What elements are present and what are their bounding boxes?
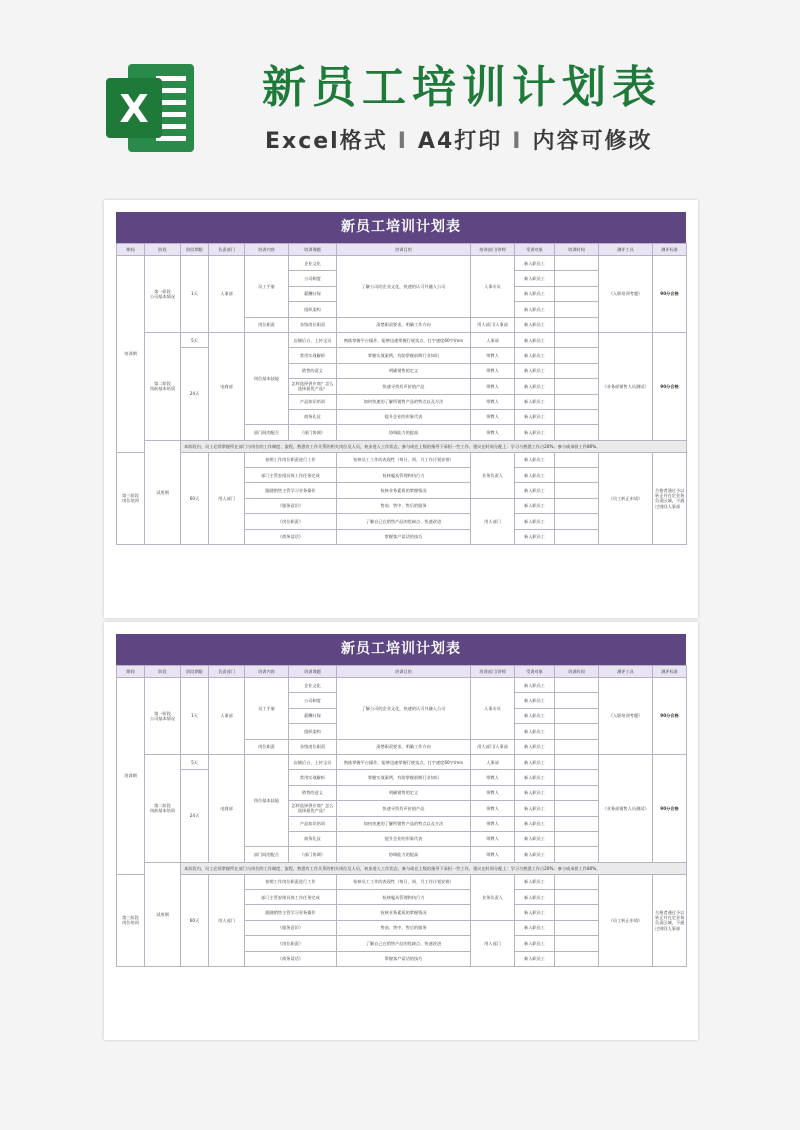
time-cell: [555, 529, 599, 544]
content-cell: 跟随销售主管学习业务操作: [245, 483, 337, 498]
goal-cell: 快速寻找有声价值产品: [337, 801, 471, 816]
logo-letter: X: [119, 87, 149, 131]
time-cell: [555, 724, 599, 739]
days-cell: 60天: [181, 874, 209, 966]
dept-cell: 电商部: [209, 332, 245, 440]
topic-cell: 怎样选择供应商？怎么选择最优产品？: [289, 801, 337, 816]
goal-cell: 清楚职责要求，明确工作方向: [337, 739, 471, 754]
header-cell: 阶段: [145, 244, 181, 256]
time-cell: [555, 452, 599, 467]
content-cell: 《岗位职责》: [245, 514, 337, 529]
time-cell: [555, 363, 599, 378]
sheet-title: 新员工培训计划表: [116, 634, 686, 665]
topic-cell: 怎样选择供应商？怎么选择最优产品？: [289, 379, 337, 394]
goal-cell: 售前、售中、售后的服务: [337, 920, 471, 935]
time-cell: [555, 514, 599, 529]
header-cell: 培训课题: [289, 244, 337, 256]
time-cell: [555, 678, 599, 693]
goal-cell: 协调能力的提高: [337, 425, 471, 440]
header-cell: 测评标准: [653, 244, 687, 256]
time-cell: [555, 770, 599, 785]
tool-cell: 《员工转正申请》: [599, 874, 653, 966]
trainer-cell: 带教人: [471, 770, 515, 785]
days-cell: 1天: [181, 256, 209, 333]
header-cell: 培训时间: [555, 666, 599, 678]
goal-cell: 检核员工工作的表现性（每日、周、月工作计划安排）: [337, 452, 471, 467]
period-cell: 培训期: [117, 256, 145, 453]
time-cell: [555, 708, 599, 723]
trainee-cell: 新入职员工: [515, 256, 555, 271]
dept-cell: 人事部: [209, 256, 245, 333]
trainer-cell: 带教人: [471, 409, 515, 424]
sheet-page-2: [104, 622, 698, 1040]
stage-cell: 第一阶段 公司基本情况: [145, 256, 181, 333]
note-cell: 本阶段内，员工必须掌握所在部门与岗位的工作制度、流程，熟悉有工作关系的相关岗位及人员，初步进入工作状态，参与或在上级的指导下承担一些工作，建议在时间分配上：学习与熟悉工作占20%；参与或承担工作80%。: [181, 862, 687, 874]
trainee-cell: 新入职员工: [515, 332, 555, 347]
goal-cell: 检核履从管理和执行力: [337, 890, 471, 905]
trainer-cell: 带教人: [471, 831, 515, 846]
standard-cell: 合格者通过予以转正并在定业务负责区域，不通过则回人事部: [653, 452, 687, 544]
header-cell: 培训时间: [555, 244, 599, 256]
days-cell: 24天: [181, 348, 209, 440]
goal-cell: 检核员工工作的表现性（每日、周、月工作计划安排）: [337, 874, 471, 889]
dept-cell: 电商部: [209, 754, 245, 862]
trainee-cell: 新入职员工: [515, 724, 555, 739]
goal-cell: 了解自己在销售产品的优缺点、快速改进: [337, 936, 471, 951]
trainee-cell: 新入职员工: [515, 483, 555, 498]
time-cell: [555, 256, 599, 271]
goal-cell: 清楚职责要求，明确工作方向: [337, 317, 471, 332]
time-cell: [555, 286, 599, 301]
training-table: [116, 243, 687, 545]
trainee-cell: 新入职员工: [515, 816, 555, 831]
goal-cell: 提升企业的形象代表: [337, 409, 471, 424]
time-cell: [555, 754, 599, 769]
content-cell: 《服务意识》: [245, 920, 337, 935]
trainer-cell: 人事部: [471, 754, 515, 769]
trainee-cell: 新入职员工: [515, 271, 555, 286]
time-cell: [555, 905, 599, 920]
time-cell: [555, 785, 599, 800]
trainer-cell: 带教人: [471, 394, 515, 409]
trainer-cell: 带教人: [471, 379, 515, 394]
trainee-cell: 新入职员工: [515, 831, 555, 846]
goal-cell: 提升企业的形象代表: [337, 831, 471, 846]
trainee-cell: 新入职员工: [515, 529, 555, 544]
stage-cell: 第二阶段 岗前基本培训: [145, 754, 181, 862]
days-cell: 24天: [181, 770, 209, 862]
time-cell: [555, 425, 599, 440]
header-cell: 受训对象: [515, 244, 555, 256]
time-cell: [555, 302, 599, 317]
trainee-cell: 新入职员工: [515, 425, 555, 440]
goal-cell: 了解自己在销售产品的优缺点、快速改进: [337, 514, 471, 529]
goal-cell: 掌握实战案例，有助掌握前期行业知识: [337, 348, 471, 363]
header-cell: 培训部门/讲师: [471, 244, 515, 256]
content-cell: 岗位基本技能: [245, 332, 289, 424]
time-cell: [555, 317, 599, 332]
trainee-cell: 新入职员工: [515, 693, 555, 708]
topic-cell: 各级岗位职责: [289, 739, 337, 754]
header-cell: 负责部门: [209, 666, 245, 678]
edit-label: 内容可修改: [532, 129, 653, 154]
banner-title: 新员工培训计划表: [262, 62, 662, 113]
sheet-title: 新员工培训计划表: [116, 212, 686, 243]
time-cell: [555, 498, 599, 513]
time-cell: [555, 348, 599, 363]
trainee-cell: 新入职员工: [515, 874, 555, 889]
stage-cell: 第一阶段 公司基本情况: [145, 678, 181, 755]
days-cell: 60天: [181, 452, 209, 544]
trainer-cell: 带教人: [471, 348, 515, 363]
time-cell: [555, 739, 599, 754]
content-cell: 按照工作岗位职责进行工作: [245, 874, 337, 889]
goal-cell: 如何快速的了解所销售产品的特点以及方法: [337, 816, 471, 831]
header-cell: 受训对象: [515, 666, 555, 678]
trainer-cell: 人事部: [471, 332, 515, 347]
standard-cell: 90分合格: [653, 256, 687, 333]
topic-cell: 店铺后台、上传宝贝: [289, 332, 337, 347]
time-cell: [555, 831, 599, 846]
content-cell: 部门主管安排具体工作任务完成: [245, 468, 337, 483]
topic-cell: 常用实战解析: [289, 770, 337, 785]
header-cell: 测评标准: [653, 666, 687, 678]
trainee-cell: 新入职员工: [515, 363, 555, 378]
trainee-cell: 新入职员工: [515, 286, 555, 301]
header-cell: 培训课题: [289, 666, 337, 678]
content-cell: 岗位职责: [245, 739, 289, 754]
header-cell: 负责部门: [209, 244, 245, 256]
topic-cell: 组织架构: [289, 302, 337, 317]
goal-cell: 了解公司的企业文化，快速的认可并融入公司: [337, 678, 471, 740]
table-row: [117, 754, 687, 769]
banner-subtitle: [265, 128, 652, 156]
trainee-cell: 新入职员工: [515, 498, 555, 513]
period-cell: 培训期: [117, 678, 145, 875]
goal-cell: 掌握实战案例，有助掌握前期行业知识: [337, 770, 471, 785]
header-cell: 期间: [117, 244, 145, 256]
table-row: [117, 332, 687, 347]
stage-cell: 第三阶段 岗位培训: [117, 452, 145, 544]
header-row: [117, 666, 687, 678]
table-row: [117, 874, 687, 889]
tool-cell: 《业务部销售人员测试》: [599, 332, 653, 440]
topic-cell: 企业文化: [289, 678, 337, 693]
content-cell: 跟随销售主管学习业务操作: [245, 905, 337, 920]
trainee-cell: 新入职员工: [515, 951, 555, 966]
tool-cell: 《员工转正申请》: [599, 452, 653, 544]
content-cell: 按照工作岗位职责进行工作: [245, 452, 337, 467]
standard-cell: 90分合格: [653, 332, 687, 440]
time-cell: [555, 332, 599, 347]
trainee-cell: 新入职员工: [515, 890, 555, 905]
goal-cell: 了解公司的企业文化，快速的认可并融入公司: [337, 256, 471, 318]
time-cell: [555, 271, 599, 286]
trainee-cell: 新入职员工: [515, 348, 555, 363]
topic-cell: 商务礼仪: [289, 409, 337, 424]
excel-logo-icon: [100, 58, 200, 158]
content-cell: 部门主管安排具体工作任务完成: [245, 890, 337, 905]
trainer-cell: 用人部门/人事部: [471, 739, 515, 754]
note-row: [117, 862, 687, 874]
time-cell: [555, 816, 599, 831]
period-cell: 试用期: [145, 862, 181, 966]
content-cell: 《岗位职责》: [245, 936, 337, 951]
trainer-cell: 业务负责人: [471, 452, 515, 498]
goal-cell: 掌握客户谈话的技巧: [337, 529, 471, 544]
standard-cell: 90分合格: [653, 678, 687, 755]
trainee-cell: 新入职员工: [515, 785, 555, 800]
content-cell: 《商务谈话》: [245, 529, 337, 544]
topic-cell: 销售的意义: [289, 785, 337, 800]
trainee-cell: 新入职员工: [515, 801, 555, 816]
time-cell: [555, 874, 599, 889]
time-cell: [555, 920, 599, 935]
sheet-page-1: [104, 200, 698, 618]
header-cell: 期间: [117, 666, 145, 678]
trainee-cell: 新入职员工: [515, 936, 555, 951]
days-cell: 5天: [181, 332, 209, 347]
topic-cell: 薪酬社保: [289, 708, 337, 723]
note-row: [117, 440, 687, 452]
trainer-cell: 用人部门: [471, 498, 515, 544]
header-cell: 阶段期限: [181, 244, 209, 256]
trainee-cell: 新入职员工: [515, 770, 555, 785]
banner: [0, 0, 800, 190]
time-cell: [555, 394, 599, 409]
topic-cell: 常用实战解析: [289, 348, 337, 363]
trainer-cell: 带教人: [471, 816, 515, 831]
days-cell: 1天: [181, 678, 209, 755]
time-cell: [555, 936, 599, 951]
stage-cell: 第二阶段 岗前基本培训: [145, 332, 181, 440]
topic-cell: 《部门协调》: [289, 425, 337, 440]
header-cell: 培训目的: [337, 244, 471, 256]
goal-cell: 协调能力的提高: [337, 847, 471, 862]
dept-cell: 人事部: [209, 678, 245, 755]
header-cell: 培训内容: [245, 244, 289, 256]
tool-cell: 《入职培训考题》: [599, 678, 653, 755]
format-label: Excel格式: [265, 129, 388, 154]
topic-cell: 各级岗位职责: [289, 317, 337, 332]
table-row: [117, 452, 687, 467]
topic-cell: 店铺后台、上传宝贝: [289, 754, 337, 769]
standard-cell: 90分合格: [653, 754, 687, 862]
trainee-cell: 新入职员工: [515, 452, 555, 467]
days-cell: 5天: [181, 754, 209, 769]
content-cell: 部门间的配合: [245, 847, 289, 862]
period-cell: 试用期: [145, 440, 181, 544]
topic-cell: 公司制度: [289, 693, 337, 708]
trainee-cell: 新入职员工: [515, 708, 555, 723]
content-cell: 部门间的配合: [245, 425, 289, 440]
goal-cell: 如何快速的了解所销售产品的特点以及方法: [337, 394, 471, 409]
note-cell: 本阶段内，员工必须掌握所在部门与岗位的工作制度、流程，熟悉有工作关系的相关岗位及人员，初步进入工作状态，参与或在上级的指导下承担一些工作，建议在时间分配上：学习与熟悉工作占20%；参与或承担工作80%。: [181, 440, 687, 452]
trainee-cell: 新入职员工: [515, 379, 555, 394]
header-row: [117, 244, 687, 256]
topic-cell: 《部门协调》: [289, 847, 337, 862]
tool-cell: 《业务部销售人员测试》: [599, 754, 653, 862]
trainer-cell: 带教人: [471, 785, 515, 800]
trainee-cell: 新入职员工: [515, 905, 555, 920]
header-cell: 培训内容: [245, 666, 289, 678]
trainer-cell: 用人部门: [471, 920, 515, 966]
goal-cell: 熟练掌握平台操作，能够迅速掌握行规卖点，打字速度60字/min: [337, 332, 471, 347]
goal-cell: 售前、售中、售后的服务: [337, 498, 471, 513]
separator: I: [397, 129, 408, 154]
header-cell: 测评工具: [599, 244, 653, 256]
goal-cell: 检核业务素质的掌握情况: [337, 905, 471, 920]
trainee-cell: 新入职员工: [515, 678, 555, 693]
time-cell: [555, 409, 599, 424]
trainee-cell: 新入职员工: [515, 847, 555, 862]
time-cell: [555, 379, 599, 394]
dept-cell: 用人部门: [209, 874, 245, 966]
trainer-cell: 人事专员: [471, 256, 515, 318]
trainee-cell: 新入职员工: [515, 514, 555, 529]
trainee-cell: 新入职员工: [515, 754, 555, 769]
goal-cell: 检核业务素质的掌握情况: [337, 483, 471, 498]
content-cell: 岗位职责: [245, 317, 289, 332]
content-cell: 岗位基本技能: [245, 754, 289, 846]
trainee-cell: 新入职员工: [515, 317, 555, 332]
trainee-cell: 新入职员工: [515, 394, 555, 409]
content-cell: 《服务意识》: [245, 498, 337, 513]
topic-cell: 公司制度: [289, 271, 337, 286]
dept-cell: 用人部门: [209, 452, 245, 544]
goal-cell: 掌握客户谈话的技巧: [337, 951, 471, 966]
topic-cell: 薪酬社保: [289, 286, 337, 301]
content-cell: 员工手册: [245, 256, 289, 318]
trainer-cell: 业务负责人: [471, 874, 515, 920]
goal-cell: 检核履从管理和执行力: [337, 468, 471, 483]
print-label: A4打印: [417, 129, 503, 154]
table-row: [117, 256, 687, 271]
trainer-cell: 带教人: [471, 847, 515, 862]
tool-cell: 《入职培训考题》: [599, 256, 653, 333]
time-cell: [555, 483, 599, 498]
goal-cell: 熟练掌握平台操作，能够迅速掌握行规卖点，打字速度60字/min: [337, 754, 471, 769]
content-cell: 员工手册: [245, 678, 289, 740]
trainer-cell: 用人部门/人事部: [471, 317, 515, 332]
topic-cell: 产品知识培训: [289, 394, 337, 409]
trainee-cell: 新入职员工: [515, 739, 555, 754]
time-cell: [555, 951, 599, 966]
topic-cell: 产品知识培训: [289, 816, 337, 831]
time-cell: [555, 468, 599, 483]
header-cell: 阶段期限: [181, 666, 209, 678]
header-cell: 培训部门/讲师: [471, 666, 515, 678]
topic-cell: 企业文化: [289, 256, 337, 271]
training-table: [116, 665, 687, 967]
table-row: [117, 678, 687, 693]
goal-cell: 明确销售的定义: [337, 363, 471, 378]
time-cell: [555, 801, 599, 816]
trainee-cell: 新入职员工: [515, 920, 555, 935]
time-cell: [555, 693, 599, 708]
trainer-cell: 带教人: [471, 363, 515, 378]
separator: I: [512, 129, 523, 154]
time-cell: [555, 847, 599, 862]
trainer-cell: 带教人: [471, 801, 515, 816]
trainee-cell: 新入职员工: [515, 409, 555, 424]
standard-cell: 合格者通过予以转正并在定业务负责区域，不通过则回人事部: [653, 874, 687, 966]
header-cell: 培训目的: [337, 666, 471, 678]
content-cell: 《商务谈话》: [245, 951, 337, 966]
trainer-cell: 带教人: [471, 425, 515, 440]
topic-cell: 组织架构: [289, 724, 337, 739]
time-cell: [555, 890, 599, 905]
header-cell: 测评工具: [599, 666, 653, 678]
goal-cell: 明确销售的定义: [337, 785, 471, 800]
trainee-cell: 新入职员工: [515, 302, 555, 317]
trainer-cell: 人事专员: [471, 678, 515, 740]
stage-cell: 第三阶段 岗位培训: [117, 874, 145, 966]
trainee-cell: 新入职员工: [515, 468, 555, 483]
goal-cell: 快速寻找有声价值产品: [337, 379, 471, 394]
header-cell: 阶段: [145, 666, 181, 678]
topic-cell: 销售的意义: [289, 363, 337, 378]
topic-cell: 商务礼仪: [289, 831, 337, 846]
